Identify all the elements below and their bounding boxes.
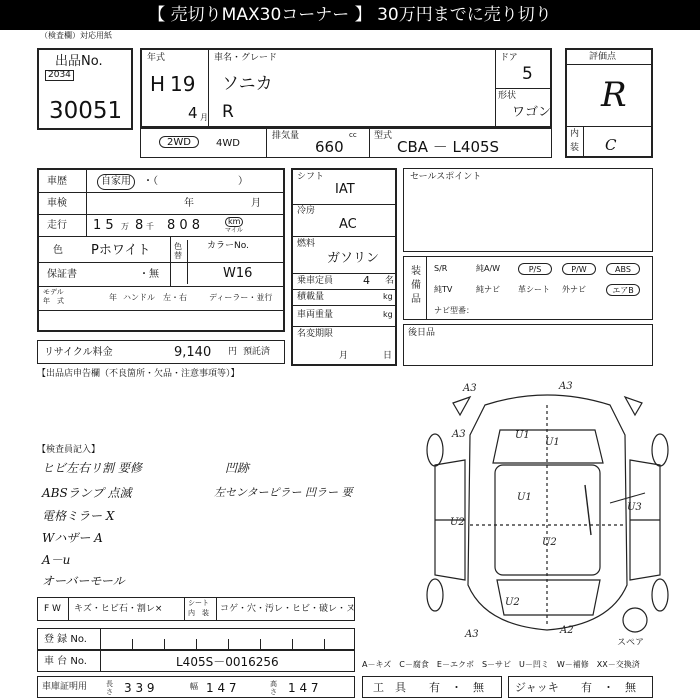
interior-label-1: 内: [570, 129, 580, 139]
warranty-label: 保証書: [47, 269, 77, 280]
mileage-unit-mile: マイル: [225, 227, 243, 234]
inspection-month: 月: [251, 198, 261, 209]
mileage-sen-unit: 千: [146, 222, 154, 231]
diagram-mark-1: A3: [559, 381, 573, 392]
mileage-rest: 8 0 8: [167, 218, 201, 233]
recycle-unit: 円: [228, 347, 238, 357]
jack-value: 有 ・ 無: [581, 681, 636, 694]
year-label: 年式: [147, 53, 166, 63]
jack-box: [508, 676, 653, 698]
inspector-line-4: A－u: [42, 553, 71, 567]
fw-seat2: 内 装: [188, 609, 209, 617]
banner-text: 【 売切りMAX30コーナー 】 30万円までに売り切り: [148, 5, 552, 25]
cert-v1: 3 3 9: [124, 681, 155, 695]
equipment-r1-3: P/W: [562, 263, 596, 275]
rating-label: 評価点: [589, 52, 617, 62]
displacement-value: 660: [315, 138, 344, 156]
tools-value: 有 ・ 無: [429, 681, 484, 694]
vehicle-top-box: [140, 48, 552, 128]
inspection-year: 年: [184, 198, 194, 209]
warranty-value: ・無: [139, 269, 159, 280]
handle-year: 年: [109, 293, 117, 302]
equipment-r1-4: ABS: [606, 263, 640, 275]
model-label: 型式: [374, 131, 393, 141]
damage-diagram: [405, 375, 700, 645]
recycle-row: [37, 340, 285, 364]
drive-row: [140, 128, 552, 158]
fw-row: [37, 597, 355, 621]
cert-v2: 1 4 7: [206, 681, 237, 695]
recycle-label: リサイクル料金: [44, 347, 113, 358]
inspector-line-5: オーバーモール: [42, 574, 125, 588]
mileage-unit-km: km: [225, 217, 243, 227]
sales-point-label: セールスポイント: [410, 172, 482, 182]
inspector-right-1: 左センターピラー 凹ラー 要: [214, 486, 353, 499]
inspector-line-0: ヒビ左右リ割 要修: [42, 461, 142, 475]
tools-label: 工 具: [373, 681, 406, 694]
cert-row: [37, 676, 355, 698]
year-month-unit: 月: [200, 113, 208, 122]
shift-label: シフト: [297, 172, 325, 182]
diagram-mark-0: A3: [463, 383, 477, 394]
chassis-label: 車 台 No.: [44, 656, 87, 667]
cert-l2: 幅: [190, 682, 198, 691]
model-value: CBA － L405S: [397, 138, 500, 156]
diagram-mark-11: U2: [505, 597, 520, 608]
inspector-right-0: 凹跡: [225, 461, 250, 475]
handle-lr: ハンドル 左・右: [123, 293, 187, 302]
inspector-line-3: Wハザー A: [42, 531, 103, 545]
tools-box: [362, 676, 502, 698]
equipment-r2-3: 外ナビ: [562, 285, 586, 294]
recycle-value: 9,140: [174, 345, 212, 360]
chassis-value: L405S－0016256: [176, 655, 279, 669]
lot-label: 出品No.: [55, 54, 103, 69]
cert-l3: 高さ: [270, 680, 277, 696]
lot-stamp: 2034: [45, 70, 74, 81]
load-label: 積載量: [297, 292, 325, 302]
sales-point-box: [403, 168, 653, 252]
door-value: 5: [522, 64, 533, 84]
lot-box: [37, 48, 133, 130]
color-no-value: W16: [223, 266, 253, 281]
spec-block: [291, 168, 397, 366]
load-unit: kg: [383, 292, 393, 301]
navi-label: ナビ型番：: [434, 306, 474, 315]
handle-dealer: ディーラー・並行: [209, 293, 273, 302]
car-label: 車名・グレード: [214, 53, 278, 63]
legend: A－キズ C－腐食 E－エクボ S－サビ U－凹ミ W－補修 XX－交換済: [362, 660, 640, 669]
drive-2wd: 2WD: [159, 136, 199, 148]
rating-box: [565, 48, 653, 158]
equipment-r2-4: エアB: [606, 284, 640, 296]
history-label: 車歴: [47, 176, 67, 187]
equipment-r1-0: S/R: [434, 264, 448, 273]
color-sub: 色替: [174, 242, 182, 260]
weight-label: 車両重量: [297, 310, 334, 320]
fw-item2: コゲ・穴・汚レ・ヒビ・破レ・ヌ: [220, 604, 356, 614]
diagram-mark-5: U1: [545, 437, 560, 448]
register-label: 登 録 No.: [44, 634, 87, 645]
displacement-label: 排気量: [272, 131, 300, 141]
capacity-unit: 名: [385, 276, 395, 286]
interior-label-2: 装: [570, 143, 580, 153]
history-value: 自家用: [97, 174, 135, 190]
history-suffix: ・（ ）: [143, 176, 248, 187]
inspector-label: 【検査員記入】: [37, 445, 101, 455]
year-era: H: [150, 72, 166, 96]
recycle-note: 預託済: [243, 347, 271, 357]
history-block: [37, 168, 285, 332]
diagram-mark-6: U2: [450, 517, 465, 528]
sheet-caption: （検査欄）対応用紙: [40, 31, 112, 40]
drive-4wd: 4WD: [216, 138, 240, 149]
mileage-sen: 8: [135, 218, 144, 233]
fuel-value: ガソリン: [327, 251, 380, 266]
diagram-mark-8: U2: [542, 537, 557, 548]
mileage-man: 1 5: [93, 218, 114, 233]
mileage-label: 走行: [47, 220, 67, 231]
inspector-line-2: 電格ミラー X: [42, 509, 115, 523]
equipment-r2-2: 革シート: [518, 285, 550, 294]
body-label: 形状: [498, 91, 517, 101]
cert-label: 車庫証明用: [42, 682, 88, 692]
body-value: ワゴン: [512, 105, 552, 120]
cert-l1: 長さ: [106, 680, 113, 696]
weight-unit: kg: [383, 310, 393, 319]
capacity-value: 4: [363, 274, 370, 287]
car-grade: R: [222, 102, 234, 122]
diagram-mark-3: U1: [515, 430, 530, 441]
mileage-man-unit: 万: [121, 222, 129, 231]
year-value: 19: [170, 72, 196, 96]
changed-label: 名変期限: [297, 329, 334, 339]
door-label: ドア: [500, 53, 518, 63]
capacity-label: 乗車定員: [297, 276, 334, 286]
diagram-mark-4: U1: [517, 492, 532, 503]
fw-seat1: シート: [188, 599, 209, 607]
diagram-mark-9: A3: [465, 629, 479, 640]
diagram-mark-2: A3: [452, 429, 466, 440]
equipment-r1-2: P/S: [518, 263, 552, 275]
color-no-label: カラーNo.: [207, 241, 249, 251]
rating-value: R: [601, 75, 627, 115]
equipment-r2-0: 純TV: [434, 285, 453, 294]
fw-label: F W: [44, 604, 61, 614]
interior-value: C: [605, 136, 617, 154]
diagram-mark-7: U3: [627, 502, 642, 513]
after-note-label: 後日品: [408, 328, 436, 338]
diagram-mark-10: A2: [560, 625, 574, 636]
ac-value: AC: [339, 217, 357, 232]
cert-v3: 1 4 7: [288, 681, 319, 695]
jack-label: ジャッキ: [515, 681, 559, 694]
inspector-line-1: ABSランプ 点滅: [42, 486, 132, 500]
year-month: 4: [188, 104, 198, 122]
register-row: [37, 628, 355, 650]
inspection-label: 車検: [47, 198, 67, 209]
fuel-label: 燃料: [297, 239, 316, 249]
equipment-label: 装備品: [411, 266, 421, 305]
handle-label-1: モデル: [43, 288, 64, 296]
changed-month: 月: [339, 351, 349, 361]
equipment-r2-1: 純ナビ: [476, 285, 500, 294]
fw-item1: キズ・ヒビ石・割レ×: [74, 604, 163, 614]
banner: [0, 0, 700, 30]
color-label: 色: [53, 245, 63, 256]
changed-day: 日: [383, 351, 393, 361]
lot-number: 30051: [49, 98, 123, 124]
after-note-box: [403, 324, 653, 366]
displacement-unit: cc: [349, 131, 357, 139]
handle-label-2: 年 式: [43, 297, 64, 305]
ac-label: 冷房: [297, 206, 316, 216]
color-value: Pホワイト: [91, 243, 151, 258]
shift-value: IAT: [335, 182, 355, 197]
car-name: ソニカ: [222, 74, 273, 94]
spare-label: スペア: [617, 638, 645, 645]
equipment-box: [403, 256, 653, 320]
seller-note-label: 【出品店申告欄（不良箇所・欠品・注意事項等）】: [37, 369, 240, 379]
equipment-r1-1: 純A/W: [476, 264, 501, 273]
chassis-row: [37, 650, 355, 672]
